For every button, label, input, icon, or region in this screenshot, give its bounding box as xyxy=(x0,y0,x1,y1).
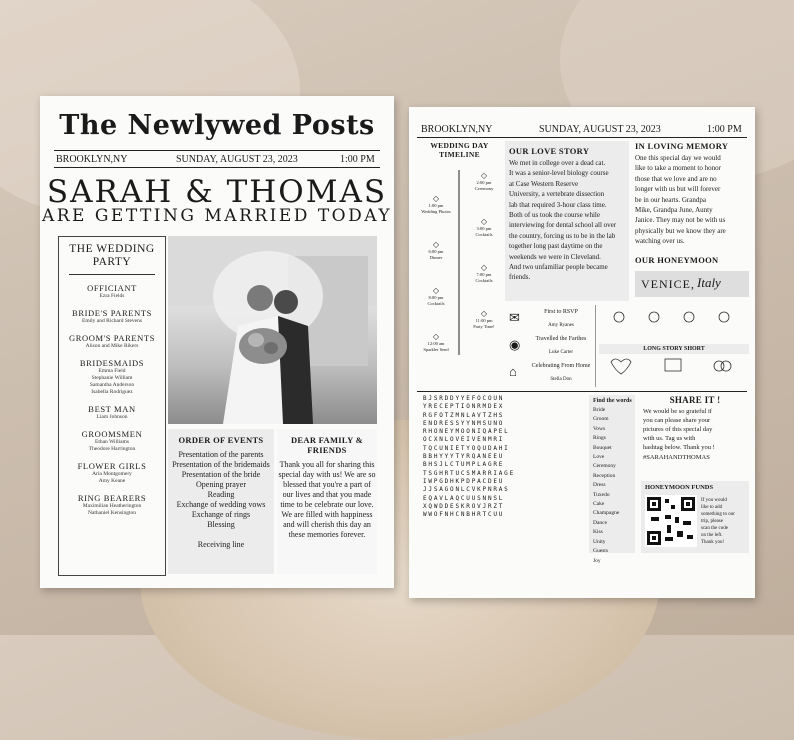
party-name: Theodore Harrington xyxy=(88,446,136,452)
party-role: FLOWER GIRLS xyxy=(77,461,147,471)
timeline-event-time: 1:00 pm xyxy=(428,203,444,208)
share-hashtag: #SARAHANDTHOMAS xyxy=(643,454,710,461)
word-search-row: YRECEPTIONRMDEX xyxy=(423,403,505,411)
order-of-events-box xyxy=(168,429,274,574)
timeline-title-line2: TIMELINE xyxy=(439,150,480,159)
funds-line: Thank you! xyxy=(701,540,725,545)
awards-panel xyxy=(505,305,596,387)
timeline-event-icon: ◇ xyxy=(480,263,488,272)
party-name: Samantha Anderson xyxy=(89,382,135,388)
funds-line: If you would xyxy=(701,498,727,503)
word-item: Vows xyxy=(593,425,606,432)
funds-line: like to add xyxy=(701,505,723,510)
masthead-rule xyxy=(54,150,380,151)
envelope-icon: ✉ xyxy=(509,310,520,325)
party-name: Alison and Mike Rikers xyxy=(85,343,139,349)
timeline-event xyxy=(465,217,503,237)
long-story-short-panel xyxy=(599,305,749,387)
subheadline: ARE GETTING MARRIED TODAY xyxy=(41,206,393,226)
timeline-event-icon: ◇ xyxy=(432,332,440,341)
dear-family-box xyxy=(277,429,377,574)
dear-line: these memories forever. xyxy=(288,530,366,539)
timeline-title-line1: WEDDING DAY xyxy=(430,141,489,150)
dear-line: and will cherish this day an xyxy=(283,520,371,529)
love-story-line: together long past daytime on the xyxy=(509,242,603,251)
story-milestone-icons xyxy=(599,354,749,394)
event-item: Blessing xyxy=(207,520,235,529)
memory-line: Janice. They may not be with us xyxy=(635,216,726,225)
funds-line: trip, please xyxy=(701,519,723,524)
word-item: Groom xyxy=(593,416,609,423)
love-story-line: interviewing for dental school all over xyxy=(509,221,617,230)
award-name: Stella Don xyxy=(550,377,572,382)
word-list-title: Find the words xyxy=(593,398,632,404)
word-item: Rings xyxy=(593,435,606,442)
love-story-line: at Case Western Reserve xyxy=(509,179,579,188)
newspaper-front-page xyxy=(40,96,394,588)
timeline-event-icon: ◇ xyxy=(480,309,488,318)
timeline-event-time: 7:00 pm xyxy=(476,272,492,277)
event-item: Exchange of wedding vows xyxy=(176,500,266,509)
timeline-event-time: 3:00 pm xyxy=(476,226,492,231)
timeline-event-label: Dinner xyxy=(429,254,443,260)
award-item xyxy=(505,306,595,332)
word-item: Bouquet xyxy=(593,444,612,451)
timeline-event xyxy=(417,332,455,352)
word-list-box xyxy=(589,395,635,564)
award-title: First to RSVP xyxy=(544,309,578,315)
funds-text xyxy=(701,497,735,546)
word-item: Guests xyxy=(593,548,608,555)
dateline-date: SUNDAY, AUGUST 23, 2023 xyxy=(539,124,661,135)
word-item: Cake xyxy=(593,501,605,508)
share-line: hashtag below. Thank you ! xyxy=(643,444,715,451)
dear-line: our lives and that you made xyxy=(282,490,372,499)
party-name: Emily and Richard Stevens xyxy=(81,318,143,324)
masthead-title: The Newlywed Posts xyxy=(59,110,375,141)
love-story-line: We met in college over a dead cat. xyxy=(509,159,606,167)
love-story-line: lab that required 3-hour class time. xyxy=(509,200,607,209)
header-rule xyxy=(417,137,747,138)
memory-line: those that we love and are no xyxy=(635,174,717,183)
share-line: with us. Tag us with xyxy=(643,435,696,442)
memory-line: like to take a moment to honor xyxy=(635,164,721,173)
award-title: Travelled the Farthes xyxy=(535,336,587,342)
love-story-line: Both of us took the course while xyxy=(509,211,600,220)
word-item: Dress xyxy=(593,482,606,489)
timeline-event-label: Cocktails xyxy=(475,231,493,237)
share-box xyxy=(641,395,749,479)
word-search-row: ENDRESSYYNMSUNO xyxy=(423,419,505,427)
events-title: ORDER OF EVENTS xyxy=(178,435,264,445)
share-title: SHARE IT ! xyxy=(669,395,721,405)
word-item: Bride xyxy=(593,407,606,413)
couple-photo-illustration xyxy=(168,236,377,424)
funds-line: something to our xyxy=(701,512,735,517)
couple-photo xyxy=(168,236,377,424)
word-item: Ceremony xyxy=(593,463,616,470)
love-story-line: the country, forcing us to be in the lab xyxy=(509,231,616,240)
timeline-event-icon: ◇ xyxy=(432,240,440,249)
timeline-event xyxy=(417,194,455,214)
party-role: BRIDESMAIDS xyxy=(79,358,145,368)
word-item: Unity xyxy=(593,538,606,545)
party-name: Stephanie William xyxy=(91,375,133,381)
party-name: Aria Montgomery xyxy=(92,471,132,477)
headline: SARAH & THOMAS xyxy=(46,174,388,210)
dear-line: special day with us! We are so xyxy=(278,470,376,479)
award-name: Luke Carter xyxy=(548,350,574,355)
timeline-event-icon: ◇ xyxy=(480,217,488,226)
dear-line: We are filled with happiness xyxy=(281,510,373,519)
word-item: Dance xyxy=(593,519,608,526)
party-name: Ethan Williams xyxy=(94,439,130,445)
memory-line: longer with us but will forever xyxy=(635,185,721,194)
word-item: Kiss xyxy=(593,529,603,536)
event-item: Presentation of the bridemaids xyxy=(172,460,270,469)
word-item: Champagne xyxy=(593,510,620,517)
love-story-box xyxy=(505,141,629,301)
word-item: Tuxedo xyxy=(593,491,610,498)
love-story-line: weekends we were in Cleveland. xyxy=(509,252,601,261)
globe-icon: ◉ xyxy=(509,337,521,352)
funds-title: HONEYMOON FUNDS xyxy=(645,484,714,491)
honeymoon-place: VENICE, xyxy=(641,277,695,291)
dateline-location: BROOKLYN,NY xyxy=(421,124,493,135)
house-icon: ⌂ xyxy=(509,364,517,379)
memory-line: be in our hearts. Grandpa xyxy=(635,195,706,204)
party-name: Emma Field xyxy=(98,368,126,374)
party-name: Liam Johnson xyxy=(96,414,128,420)
word-search-row: BJSRDDYYEFOCOUN xyxy=(423,395,505,402)
love-story-line: University, a vertebrate dissection xyxy=(509,190,605,199)
dear-line: blessed that you're a part of xyxy=(283,480,371,489)
event-item: Receiving line xyxy=(197,540,245,549)
party-title-line2: PARTY xyxy=(92,256,132,268)
word-search-row: TQCUNIETYOQUDAHI xyxy=(423,444,510,452)
word-item: Love xyxy=(593,454,605,461)
memory-line: One this special day we would xyxy=(635,154,721,162)
timeline-event-time: 11:00 pm xyxy=(475,318,493,323)
section-rule xyxy=(417,391,747,392)
timeline-event xyxy=(465,171,503,191)
word-item: Joy xyxy=(593,557,601,564)
wedding-party-box xyxy=(58,236,166,576)
share-line: We would be so grateful if xyxy=(643,408,712,415)
timeline-event xyxy=(417,240,455,260)
award-item xyxy=(505,333,595,359)
dear-line: time to be celebrate our love. xyxy=(280,500,374,509)
timeline-event-icon: ◇ xyxy=(432,194,440,203)
love-story-line: friends. xyxy=(509,273,531,282)
word-search-row: BHSJLCTUMPLAGRE xyxy=(423,461,505,469)
timeline-event-label: Wedding Photos xyxy=(421,208,451,214)
party-role: BRIDE'S PARENTS xyxy=(72,308,152,318)
love-story-text xyxy=(509,158,625,283)
party-name: Maximilian Heatherington xyxy=(82,503,142,509)
word-list xyxy=(593,406,635,566)
word-search-row: XQWDDESKROVJRZT xyxy=(423,502,505,510)
funds-line: on the left. xyxy=(701,533,723,538)
long-story-short-label: LONG STORY SHORT xyxy=(599,344,749,354)
timeline-event-icon: ◇ xyxy=(480,171,488,180)
party-role: GROOM'S PARENTS xyxy=(68,333,156,343)
events-list xyxy=(168,450,274,550)
honeymoon-funds-box xyxy=(641,481,749,553)
timeline-event-label: Cocktails xyxy=(427,300,445,306)
word-search-row: WWOFNHCNBHRTCUU xyxy=(423,511,505,519)
party-name: Amy Keane xyxy=(98,478,126,484)
honeymoon-country: Italy xyxy=(697,275,721,290)
event-item: Presentation of the parents xyxy=(178,450,264,459)
event-item: Reading xyxy=(207,490,235,499)
love-story-title: OUR LOVE STORY xyxy=(509,146,590,156)
timeline-event-label: Sparkler Send xyxy=(423,346,449,352)
word-search-grid xyxy=(423,395,515,519)
word-search-row: IWPGDHKPDPACDEU xyxy=(423,477,505,485)
word-search-row: RHONEYMOONIQAPEL xyxy=(423,428,510,436)
timeline-event xyxy=(465,263,503,283)
share-line: you can please share your xyxy=(643,417,711,424)
funds-line: scan the code xyxy=(701,526,728,531)
dear-line: Thank you all for sharing this xyxy=(279,460,375,469)
award-item xyxy=(505,360,595,386)
love-story-line: It was a senior-level biology course xyxy=(509,169,609,178)
story-icons-row xyxy=(599,305,749,339)
party-title-line1: THE WEDDING xyxy=(69,243,155,255)
timeline-event-time: 12:00 am xyxy=(427,341,445,346)
party-role: OFFICIANT xyxy=(87,283,137,293)
dateline-date: SUNDAY, AUGUST 23, 2023 xyxy=(176,154,298,165)
share-line: pictures of this special day xyxy=(643,426,713,433)
word-search-row: TSGHRTUCSMARRIAGE xyxy=(423,469,516,477)
timeline-event-time: 8:00 pm xyxy=(428,295,444,300)
awards-list xyxy=(505,306,595,386)
dateline-time: 1:00 PM xyxy=(707,124,742,135)
timeline-event-label: Party Time! xyxy=(473,323,495,329)
party-name: Nathaniel Kensington xyxy=(87,510,137,516)
party-role: RING BEARERS xyxy=(77,493,147,503)
word-search-row: OCXNLOVEIVENMRI xyxy=(423,436,505,444)
love-story-line: And two unfamiliar people became xyxy=(509,263,608,272)
memory-line: watching over us. xyxy=(635,237,685,246)
timeline-event xyxy=(417,286,455,306)
timeline-event xyxy=(465,309,503,329)
dear-title: DEAR FAMILY & FRIENDS xyxy=(290,435,364,455)
event-item: Presentation of the bride xyxy=(181,470,261,479)
event-item: Exchange of rings xyxy=(191,510,251,519)
party-roles xyxy=(59,283,165,517)
dateline-time: 1:00 PM xyxy=(340,154,375,165)
timeline-event-label: Ceremony xyxy=(474,185,494,191)
newspaper-back-page xyxy=(409,107,755,598)
party-role: BEST MAN xyxy=(88,404,136,414)
timeline-event-icon: ◇ xyxy=(432,286,440,295)
party-divider xyxy=(69,274,155,275)
dateline-rule xyxy=(54,167,380,168)
dateline-location: BROOKLYN,NY xyxy=(56,154,128,165)
share-text xyxy=(643,407,747,452)
memory-title: IN LOVING MEMORY xyxy=(635,141,729,151)
word-search-row: JJSAGONLCVKPNRAS xyxy=(423,486,510,494)
honeymoon-destination xyxy=(635,271,749,297)
timeline-event-time: 2:00 pm xyxy=(476,180,492,185)
event-item: Opening prayer xyxy=(196,480,246,489)
award-name: Amy Ryanes xyxy=(548,323,574,328)
word-search-row: EQAVLAQCUUSNNSL xyxy=(423,494,505,502)
memory-text xyxy=(635,153,747,247)
qr-code-icon xyxy=(645,495,697,547)
honeymoon-title: OUR HONEYMOON xyxy=(635,255,719,265)
dear-text xyxy=(277,460,377,540)
word-search-row: BBHYYYTYRQANEEU xyxy=(423,453,505,461)
event-item xyxy=(168,530,274,540)
award-title: Celebrating From Home xyxy=(531,363,591,369)
party-name: Isabella Rodriguez xyxy=(91,389,133,395)
memory-line: physically but we know they are xyxy=(635,226,726,235)
party-role: GROOMSMEN xyxy=(81,429,143,439)
timeline-event-label: Cocktails xyxy=(475,277,493,283)
timeline-panel xyxy=(417,141,502,391)
word-item: Reception xyxy=(593,472,616,479)
memory-line: Mike, Grandpa June, Aunty xyxy=(635,206,713,215)
timeline-event-time: 6:00 pm xyxy=(428,249,444,254)
word-search-row: RGFOTZMNLAVTZHS xyxy=(423,411,505,419)
memory-box xyxy=(633,141,749,251)
party-name: Ezra Fields xyxy=(99,293,125,299)
